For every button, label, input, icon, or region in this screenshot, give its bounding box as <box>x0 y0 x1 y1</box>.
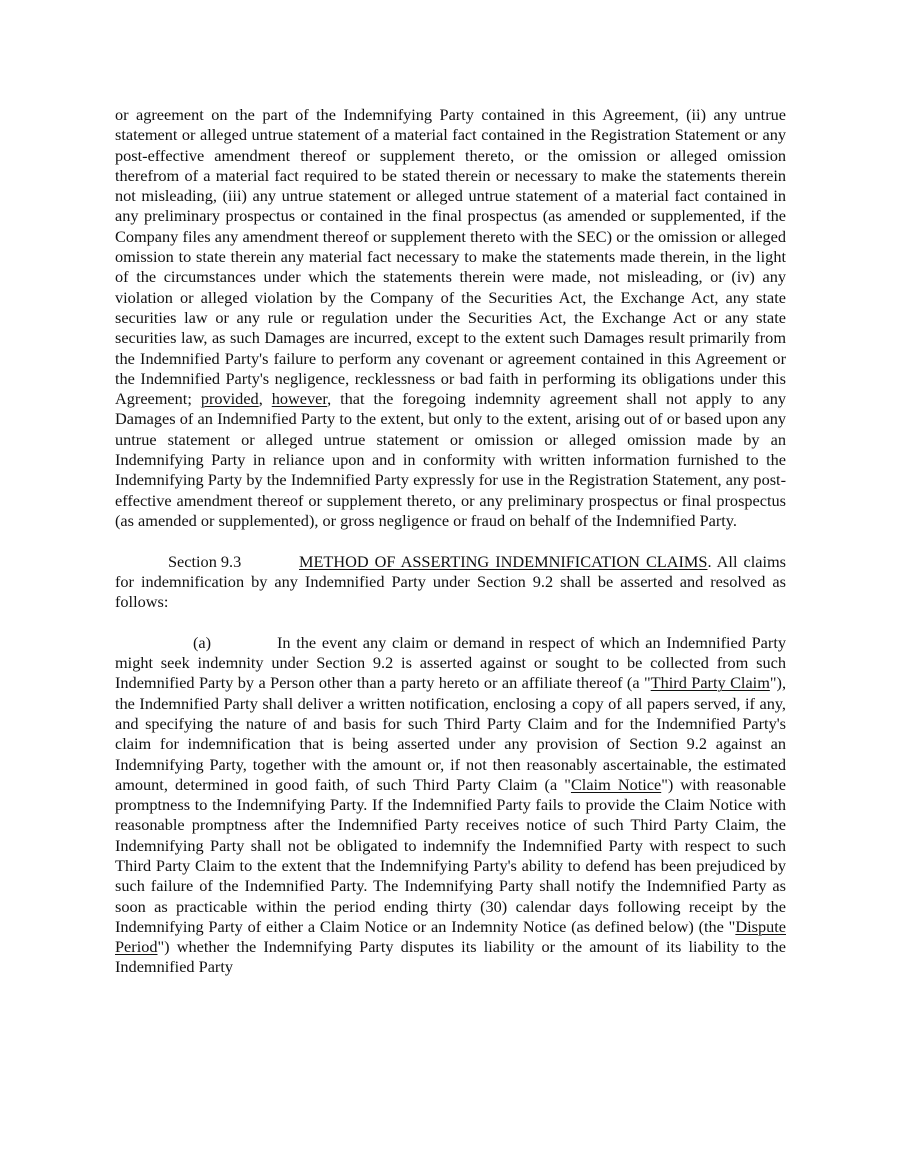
item-a-text-4: ") whether the Indemnifying Party disputes its liability or the amount of its liability to the Indemnified Party <box>115 937 786 977</box>
however-term: however <box>271 389 328 409</box>
third-party-claim-term: Third Party Claim <box>650 673 770 693</box>
continuation-text-b: , that the foregoing indemnity agreement shall not apply to any Damages of an Indemnified Party to the extent, but only to the extent, arising out of or based upon any untrue statement or alleged untrue statement or omission or alleged omission made by an Indemnifying Party in reliance upon and in conformity with written information furnished to the Indemnifying Party by the Indemnified Party expressly for use in the Registration Statement, any post-effective amendment thereof or supplement thereto, or any preliminary prospectus or final prospectus (as amended or supplemented), or gross negligence or fraud on behalf of the Indemnified Party. <box>115 389 787 530</box>
provided-term: provided <box>200 389 259 409</box>
continuation-text-a: or agreement on the part of the Indemnifying Party contained in this Agreement, (ii) any untrue statement or alleged untrue statement of a material fact contained in the Registration Statement or any post-effective amendment thereof or supplement thereto, or the omission or alleged omission therefrom of a material fact required to be stated therein or necessary to make the statements therein not misleading, (iii) any untrue statement or alleged untrue statement of a material fact contained in any preliminary prospectus or contained in the final prospectus (as amended or supplemented, if the Company files any amendment thereof or supplement thereto with the SEC) or the omission or alleged omission to state therein any material fact necessary to make the statements made therein, in the light of the circumstances under which the statements therein were made, not misleading, or (iv) any violation or alleged violation by the Company of the Securities Act, the Exchange Act, any state securities law or any rule or regulation under the Securities Act, the Exchange Act or any state securities law, as such Damages are incurred, except to the extent such Damages result primarily from the Indemnified Party's failure to perform any covenant or agreement contained in this Agreement or the Indemnified Party's negligence, recklessness or bad faith in performing its obligations under this Agreement; <box>115 105 786 409</box>
document-page <box>115 105 786 978</box>
item-a-label: (a) <box>193 632 212 652</box>
section-9-3-paragraph <box>115 552 786 613</box>
continuation-comma: , <box>258 389 272 409</box>
continuation-paragraph <box>115 105 786 531</box>
dispute-period-term: Dispute Period <box>115 916 786 957</box>
item-a-paragraph <box>115 633 786 978</box>
claim-notice-term: Claim Notice <box>570 774 662 794</box>
item-a-text-3: ") with reasonable promptness to the Indemnifying Party. If the Indemnified Party fails to provide the Claim Notice with reasonable promptness after the Indemnified Party receives notice of such Third Party Claim, the Indemnifying Party shall not be obligated to indemnify the Indemnified Party with respect to such Third Party Claim to the extent that the Indemnifying Party's ability to defend has been prejudiced by such failure of the Indemnified Party. The Indemnifying Party shall notify the Indemnified Party as soon as practicable within the period ending thirty (30) calendar days following receipt by the Indemnifying Party of either a Claim Notice or an Indemnity Notice (as defined below) (the " <box>115 774 787 936</box>
paragraph-spacer <box>115 612 786 632</box>
paragraph-spacer <box>115 531 786 551</box>
item-a-text-1: In the event any claim or demand in respect of which an Indemnified Party might seek indemnity under Section 9.2 is asserted against or sought to be collected from such Indemnified Party by a Person other than a party hereto or an affiliate thereof (a " <box>115 632 786 693</box>
section-label: Section 9.3 <box>168 551 242 571</box>
section-text: . All claims for indemnification by any Indemnified Party under Section 9.2 shall be asserted and resolved as follows: <box>115 551 786 612</box>
section-heading: METHOD OF ASSERTING INDEMNIFICATION CLAIMS <box>299 551 708 571</box>
item-a-text-2: "), the Indemnified Party shall deliver a written notification, enclosing a copy of all papers served, if any, and specifying the nature of and basis for such Third Party Claim and for the Indemnified Party's claim for indemnification that is being asserted under any provision of Section 9.2 against an Indemnifying Party, together with the amount or, if not then reasonably ascertainable, the estimated amount, determined in good faith, of such Third Party Claim (a " <box>115 673 787 794</box>
